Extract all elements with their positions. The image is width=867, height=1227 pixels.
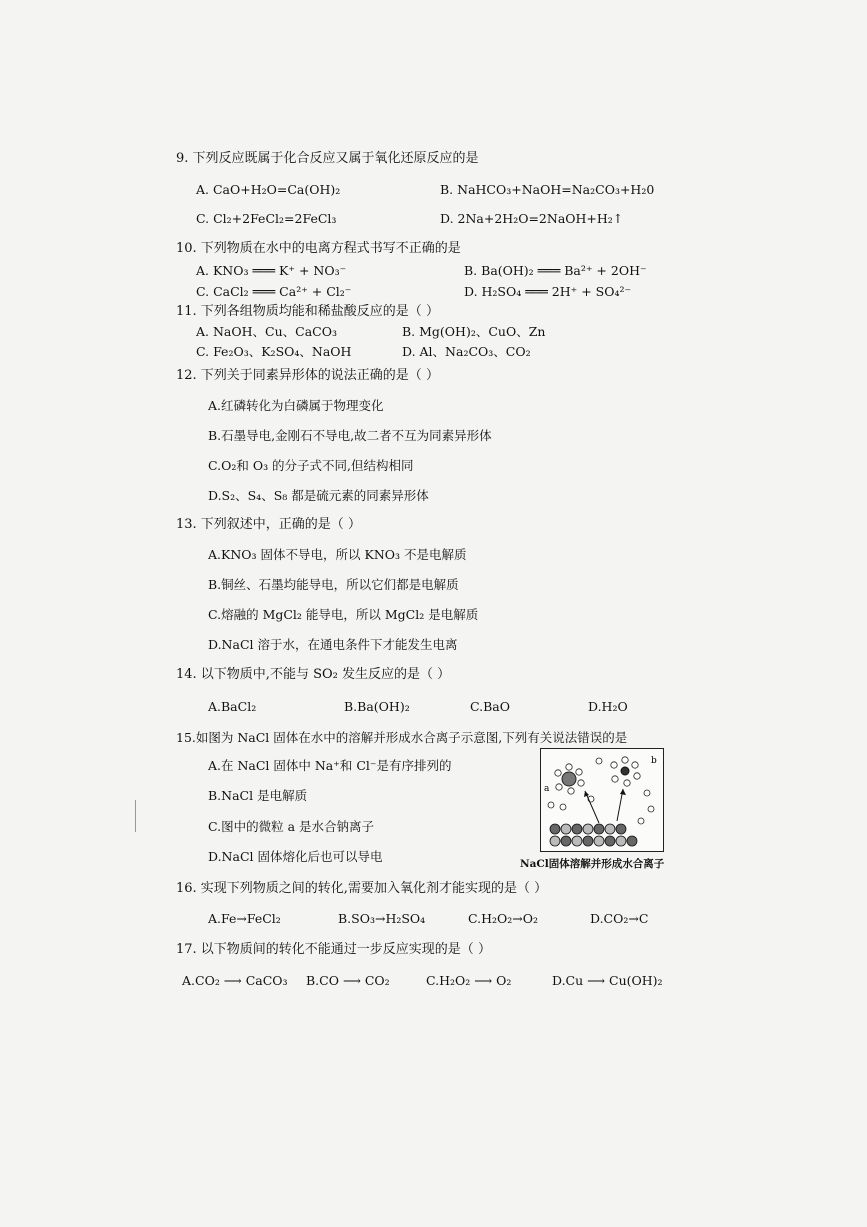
question-9-option-a: A. CaO+H₂O=Ca(OH)₂	[196, 182, 341, 197]
question-10-stem: 10. 下列物质在水中的电离方程式书写不正确的是	[176, 241, 461, 256]
question-15-option-d: D.NaCl 固体熔化后也可以导电	[208, 849, 383, 864]
question-9-option-c: C. Cl₂+2FeCl₂=2FeCl₃	[196, 211, 337, 226]
question-10-option-d: D. H₂SO₄ ═══ 2H⁺ + SO₄²⁻	[464, 284, 632, 299]
question-12-stem: 12. 下列关于同素异形体的说法正确的是（ ）	[176, 368, 439, 383]
question-12-option-b: B.石墨导电,金刚石不导电,故二者不互为同素异形体	[208, 428, 492, 443]
question-10-option-a: A. KNO₃ ═══ K⁺ + NO₃⁻	[196, 263, 347, 278]
question-13-option-a: A.KNO₃ 固体不导电，所以 KNO₃ 不是电解质	[208, 547, 467, 562]
question-13-option-b: B.铜丝、石墨均能导电，所以它们都是电解质	[208, 577, 459, 592]
question-14-option-d: D.H₂O	[588, 699, 628, 714]
hydrated-ion-right	[611, 757, 640, 786]
question-17-option-a: A.CO₂ ⟶ CaCO₃	[182, 973, 288, 988]
nacl-dissolution-figure	[540, 748, 664, 852]
question-10-option-c: C. CaCl₂ ═══ Ca²⁺ + Cl₂⁻	[196, 284, 352, 299]
question-14-option-c: C.BaO	[470, 699, 510, 714]
question-13-option-c: C.熔融的 MgCl₂ 能导电，所以 MgCl₂ 是电解质	[208, 607, 479, 622]
question-15-option-a: A.在 NaCl 固体中 Na⁺和 Cl⁻是有序排列的	[208, 758, 452, 773]
figure-label-b: b	[651, 756, 657, 766]
nacl-crystal-lattice	[550, 824, 637, 846]
question-17-option-c: C.H₂O₂ ⟶ O₂	[426, 973, 512, 988]
question-16-option-d: D.CO₂→C	[590, 911, 649, 926]
question-14-stem: 14. 以下物质中,不能与 SO₂ 发生反应的是（ ）	[176, 667, 451, 682]
margin-mark	[135, 800, 136, 832]
question-17-stem: 17. 以下物质间的转化不能通过一步反应实现的是（ ）	[176, 942, 491, 957]
question-17-option-d: D.Cu ⟶ Cu(OH)₂	[552, 973, 663, 988]
water-molecules	[548, 758, 654, 824]
question-11-stem: 11. 下列各组物质均能和稀盐酸反应的是（ ）	[176, 304, 439, 319]
question-15-option-c: C.图中的微粒 a 是水合钠离子	[208, 819, 374, 834]
question-12-option-d: D.S₂、S₄、S₈ 都是硫元素的同素异形体	[208, 488, 429, 503]
question-11-option-d: D. Al、Na₂CO₃、CO₂	[402, 344, 531, 359]
question-16-option-b: B.SO₃→H₂SO₄	[338, 911, 426, 926]
question-14-option-b: B.Ba(OH)₂	[344, 699, 410, 714]
question-11-option-b: B. Mg(OH)₂、CuO、Zn	[402, 324, 546, 339]
question-14-option-a: A.BaCl₂	[208, 699, 257, 714]
question-11-option-c: C. Fe₂O₃、K₂SO₄、NaOH	[196, 344, 352, 359]
question-16-option-a: A.Fe→FeCl₂	[208, 911, 281, 926]
question-13-stem: 13. 下列叙述中，正确的是（ ）	[176, 517, 361, 532]
question-13-option-d: D.NaCl 溶于水，在通电条件下才能发生电离	[208, 637, 458, 652]
figure-caption: NaCl固体溶解并形成水合离子	[520, 858, 665, 870]
nacl-dissolution-diagram	[541, 749, 663, 851]
question-16-stem: 16. 实现下列物质之间的转化,需要加入氧化剂才能实现的是（ ）	[176, 881, 548, 896]
question-12-option-c: C.O₂和 O₃ 的分子式不同,但结构相同	[208, 458, 414, 473]
question-15-option-b: B.NaCl 是电解质	[208, 788, 308, 803]
question-12-option-a: A.红磷转化为白磷属于物理变化	[208, 398, 384, 413]
question-10-option-b: B. Ba(OH)₂ ═══ Ba²⁺ + 2OH⁻	[464, 263, 647, 278]
question-15-stem: 15.如图为 NaCl 固体在水中的溶解并形成水合离子示意图,下列有关说法错误的是	[176, 730, 628, 745]
question-11-option-a: A. NaOH、Cu、CaCO₃	[196, 324, 337, 339]
question-17-option-b: B.CO ⟶ CO₂	[306, 973, 390, 988]
hydrated-ion-left	[555, 764, 584, 794]
question-9-option-d: D. 2Na+2H₂O=2NaOH+H₂↑	[440, 211, 624, 226]
question-9-stem: 9. 下列反应既属于化合反应又属于氧化还原反应的是	[176, 151, 479, 166]
question-16-option-c: C.H₂O₂→O₂	[468, 911, 538, 926]
question-9-option-b: B. NaHCO₃+NaOH=Na₂CO₃+H₂0	[440, 182, 655, 197]
figure-label-a: a	[544, 784, 550, 794]
